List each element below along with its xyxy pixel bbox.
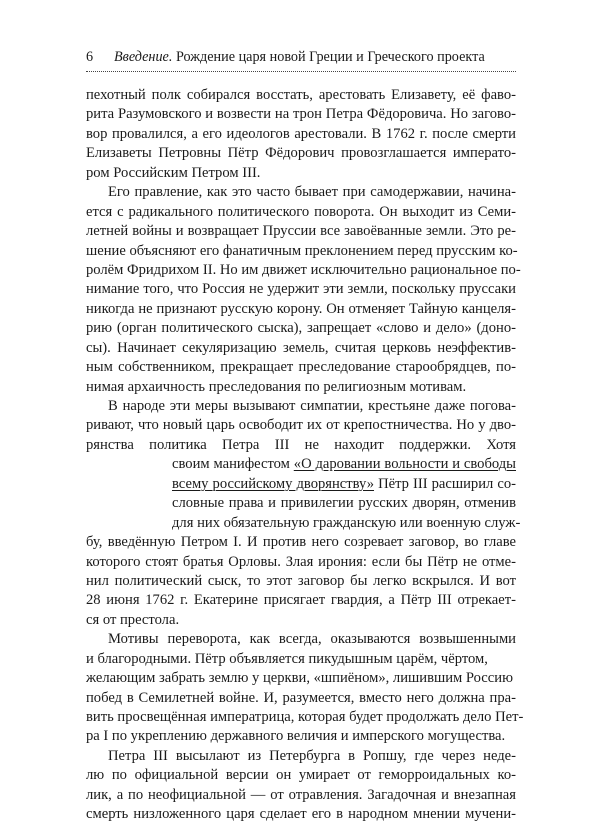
text-line <box>86 261 521 280</box>
text-line-content: бу, введённую Петром I. И против него созревает заговор, во главе <box>86 534 516 551</box>
text-line-content: своим манифестом <box>172 456 294 473</box>
text-line-content: Елизаветы Петровны Пётр Фёдорович провозглашается императо- <box>86 145 516 162</box>
text-line <box>86 805 516 824</box>
text-line <box>86 319 516 338</box>
text-line <box>86 591 516 610</box>
text-line-content: для них обязательную гражданскую или военную служ- <box>172 514 521 531</box>
text-line-content: нимание того, что Россия не удержит эти земли, поскольку пруссаки <box>86 281 516 298</box>
manifesto-link[interactable]: всему российскому дворянству» <box>172 475 375 492</box>
text-line <box>86 650 516 669</box>
text-line <box>86 183 516 202</box>
header-divider <box>86 71 516 72</box>
text-line <box>86 708 524 727</box>
text-line-content: ролём Фридрихом II. Но им движет исключительно рациональное по- <box>86 261 521 278</box>
text-line <box>86 416 516 435</box>
text-line <box>86 242 516 261</box>
text-line <box>86 300 516 319</box>
text-line <box>86 786 516 805</box>
text-line-content: вор провалился, а его идеологов арестовали. В 1762 г. после смерти <box>86 125 516 142</box>
page-number: 6 <box>86 49 94 65</box>
text-line-content: Его правление, как это часто бывает при самодержавии, начина- <box>108 184 516 201</box>
text-line <box>86 494 516 513</box>
text-line <box>86 339 516 358</box>
text-line <box>86 611 516 630</box>
text-line-content: и благородными. Пётр объявляется пикудышным царём, чёртом, <box>86 650 488 667</box>
text-line <box>86 553 516 572</box>
text-line <box>86 203 516 222</box>
text-line-content: пехотный полк собирался восстать, арестовать Елизавету, её фаво- <box>86 87 516 103</box>
text-line-content: В народе эти меры вызывают симпатии, крестьяне даже погова- <box>108 398 516 414</box>
running-head-section: Введение. <box>114 49 173 65</box>
text-line-content: которого стоят братья Орловы. Злая ирония: если бы Пётр не отме- <box>86 553 516 570</box>
text-line <box>86 455 516 474</box>
text-line-content: Мотивы переворота, как всегда, оказываются возвышенными <box>108 631 516 648</box>
text-line <box>86 475 516 494</box>
running-head-text: Рождение царя новой Греции и Греческого проекта <box>172 49 485 65</box>
text-line <box>86 689 516 708</box>
text-line <box>86 630 516 649</box>
text-line <box>86 164 516 183</box>
text-line <box>86 358 516 377</box>
text-line-content: 28 июня 1762 г. Екатерине присягает гвардия, а Пётр III отрекает- <box>86 592 516 609</box>
text-line-content: лик, а по неофициальной — от отравления. Загадочная и внезапная <box>86 786 516 803</box>
text-line <box>86 436 516 455</box>
text-line <box>86 397 516 416</box>
text-line-content: смерть низложенного царя сделает его в народном мнении мучени- <box>86 806 516 823</box>
text-line-content: побед в Семилетней войне. И, разумеется, вместо него должна пра- <box>86 689 516 706</box>
running-head-title <box>114 47 485 67</box>
text-line <box>86 514 521 533</box>
text-line-content: лю по официальной версии он умирает от геморроидальных ко- <box>86 767 516 784</box>
text-line <box>86 533 516 552</box>
text-line-content: Петра III высылают из Петербурга в Ропшу, где через неде- <box>108 747 516 764</box>
text-line-content: рянства политика Петра III не находит поддержки. Хотя <box>86 436 516 453</box>
text-line-content: шение объясняют его фанатичным преклонением перед прусским ко- <box>86 242 518 259</box>
manifesto-link[interactable]: «О даровании вольности и свободы <box>293 456 516 473</box>
text-line <box>86 280 516 299</box>
text-line-content: летней войны и возвращает Пруссии все завоёванные земли. Это ре- <box>86 223 516 240</box>
text-line <box>86 222 516 241</box>
text-line-content: рию (орган политического сыска), запрещает «слово и дело» (доно- <box>86 320 516 337</box>
text-line-content: рита Разумовского и возвести на трон Петра Фёдоровича. Но загово- <box>86 106 516 123</box>
text-line <box>86 105 516 124</box>
text-line-content: ром Российским Петром III. <box>86 164 261 181</box>
running-head <box>86 47 516 67</box>
text-line <box>86 669 516 688</box>
text-line-content: ным собственником, прекращает преследование старообрядцев, по- <box>86 359 516 376</box>
text-line <box>86 86 516 105</box>
text-line-content: ривают, что новый царь освободит их от крепостничества. Но у дво- <box>86 417 516 434</box>
text-line <box>86 572 516 591</box>
text-line-content: сы). Начинает секуляризацию земель, считая церковь неэффектив- <box>86 339 516 356</box>
text-line <box>86 766 516 785</box>
text-line-content: никогда не признают русскую корону. Он отменяет Тайную канцеля- <box>86 300 516 317</box>
text-line-content: ется с радикального политического поворота. Он выходит из Семи- <box>86 203 516 220</box>
text-line-content: желающим забрать землю у церкви, «шпиёном», лишившим Россию <box>86 670 513 687</box>
text-line <box>86 378 516 397</box>
text-line <box>86 727 516 746</box>
text-line-content: нил политический сыск, то этот заговор бы легко вскрылся. И вот <box>86 572 516 589</box>
text-line-content: вить просвещённая императрица, которая будет продолжать дело Пет- <box>86 709 524 725</box>
text-line-content: нимая архаичность преследования по религиозным мотивам. <box>86 378 467 395</box>
text-line-content: ся от престола. <box>86 611 180 628</box>
text-line <box>86 125 516 144</box>
text-line-content: словные права и привилегии русских дворян, отменив <box>172 495 516 512</box>
body-text <box>86 86 524 825</box>
text-line-content: ра I по укреплению державного величия и имперского могущества. <box>86 728 506 745</box>
text-line <box>86 144 516 163</box>
text-line-content: Пётр III расширил со- <box>374 475 516 492</box>
